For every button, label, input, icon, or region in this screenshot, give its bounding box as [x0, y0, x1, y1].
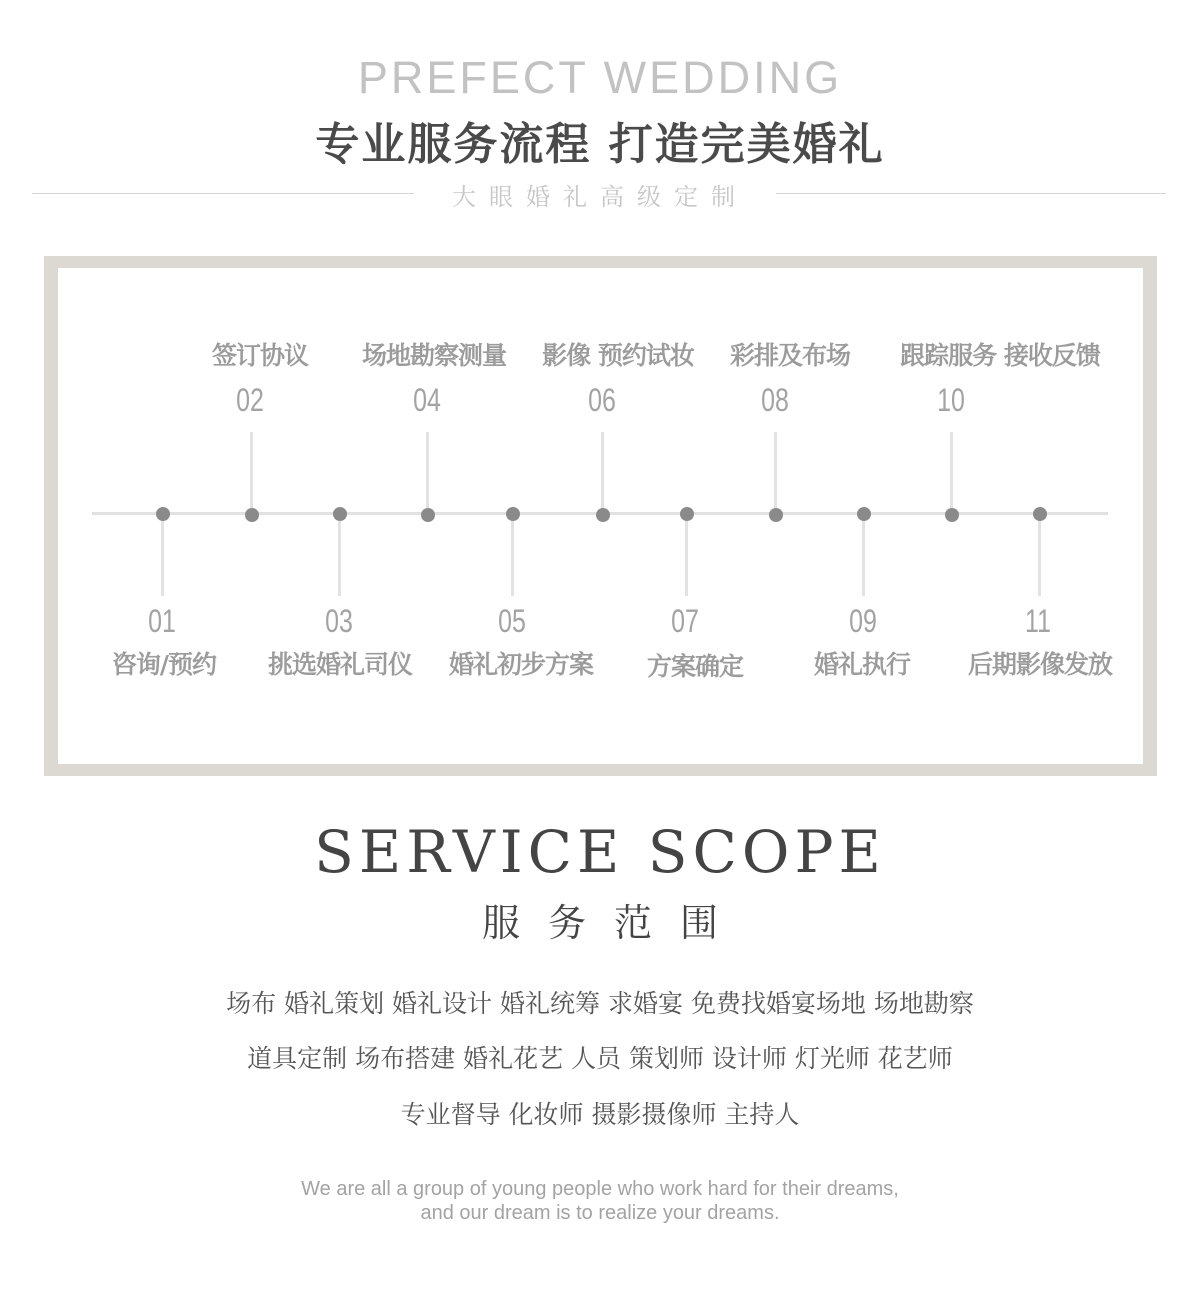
step-04-connector	[426, 432, 429, 512]
header-divider-right	[776, 193, 1166, 194]
step-02-label: 签订协议	[211, 341, 308, 370]
step-08-dot	[769, 508, 783, 522]
header-divider-left	[32, 193, 414, 194]
scope-line-1: 场布 婚礼策划 婚礼设计 婚礼统筹 求婚宴 免费找婚宴场地 场地勘察	[226, 989, 974, 1018]
scope-line-2: 道具定制 场布搭建 婚礼花艺 人员 策划师 设计师 灯光师 花艺师	[247, 1044, 953, 1073]
step-04-dot	[421, 508, 435, 522]
step-06-connector	[601, 432, 604, 512]
scope-title: SERVICE SCOPE	[314, 818, 886, 886]
step-01-number: 01	[148, 603, 176, 639]
step-09-number: 09	[849, 603, 877, 639]
step-01-connector	[161, 515, 164, 596]
motto-line-1: We are all a group of young people who work hard for their dreams,	[301, 1178, 899, 1200]
step-07-dot	[680, 507, 694, 521]
step-10-number: 10	[937, 382, 965, 418]
step-02-dot	[245, 508, 259, 522]
step-11-connector	[1038, 515, 1041, 596]
header-eng-title: PREFECT WEDDING	[357, 52, 843, 103]
step-02-number: 02	[236, 382, 264, 418]
step-08-label: 彩排及布场	[729, 341, 850, 370]
step-08-connector	[774, 432, 777, 512]
scope-line-3: 专业督导 化妆师 摄影摄像师 主持人	[400, 1100, 800, 1129]
step-01-dot	[156, 507, 170, 521]
step-02-connector	[250, 432, 253, 512]
step-11-dot	[1033, 507, 1047, 521]
header-cn-title: 专业服务流程 打造完美婚礼	[315, 119, 885, 170]
step-09-connector	[862, 515, 865, 596]
step-05-label: 婚礼初步方案	[448, 650, 593, 679]
step-11-number: 11	[1025, 603, 1051, 639]
step-05-dot	[506, 507, 520, 521]
step-10-dot	[945, 508, 959, 522]
step-06-dot	[596, 508, 610, 522]
step-06-number: 06	[588, 382, 616, 418]
step-10-label: 跟踪服务 接收反馈	[900, 341, 1100, 370]
step-09-dot	[857, 507, 871, 521]
step-03-label: 挑选婚礼司仪	[267, 650, 412, 679]
step-03-number: 03	[325, 603, 353, 639]
step-09-label: 婚礼执行	[813, 650, 910, 679]
step-05-connector	[511, 515, 514, 596]
scope-cn-title: 服务范围	[481, 901, 746, 945]
step-03-connector	[338, 515, 341, 596]
step-04-number: 04	[413, 382, 441, 418]
step-03-dot	[333, 507, 347, 521]
step-06-label: 影像 预约试妆	[542, 341, 694, 370]
step-01-label: 咨询/预约	[111, 650, 217, 679]
step-05-number: 05	[498, 603, 526, 639]
header-sub-title: 大眼婚礼高级定制	[452, 183, 748, 211]
step-11-label: 后期影像发放	[967, 650, 1112, 679]
step-07-label: 方案确定	[646, 652, 743, 681]
step-08-number: 08	[761, 382, 789, 418]
motto-line-2: and our dream is to realize your dreams.	[420, 1202, 780, 1224]
step-04-label: 场地勘察测量	[361, 341, 506, 370]
step-07-number: 07	[671, 603, 699, 639]
step-10-connector	[950, 432, 953, 512]
step-07-connector	[685, 515, 688, 596]
